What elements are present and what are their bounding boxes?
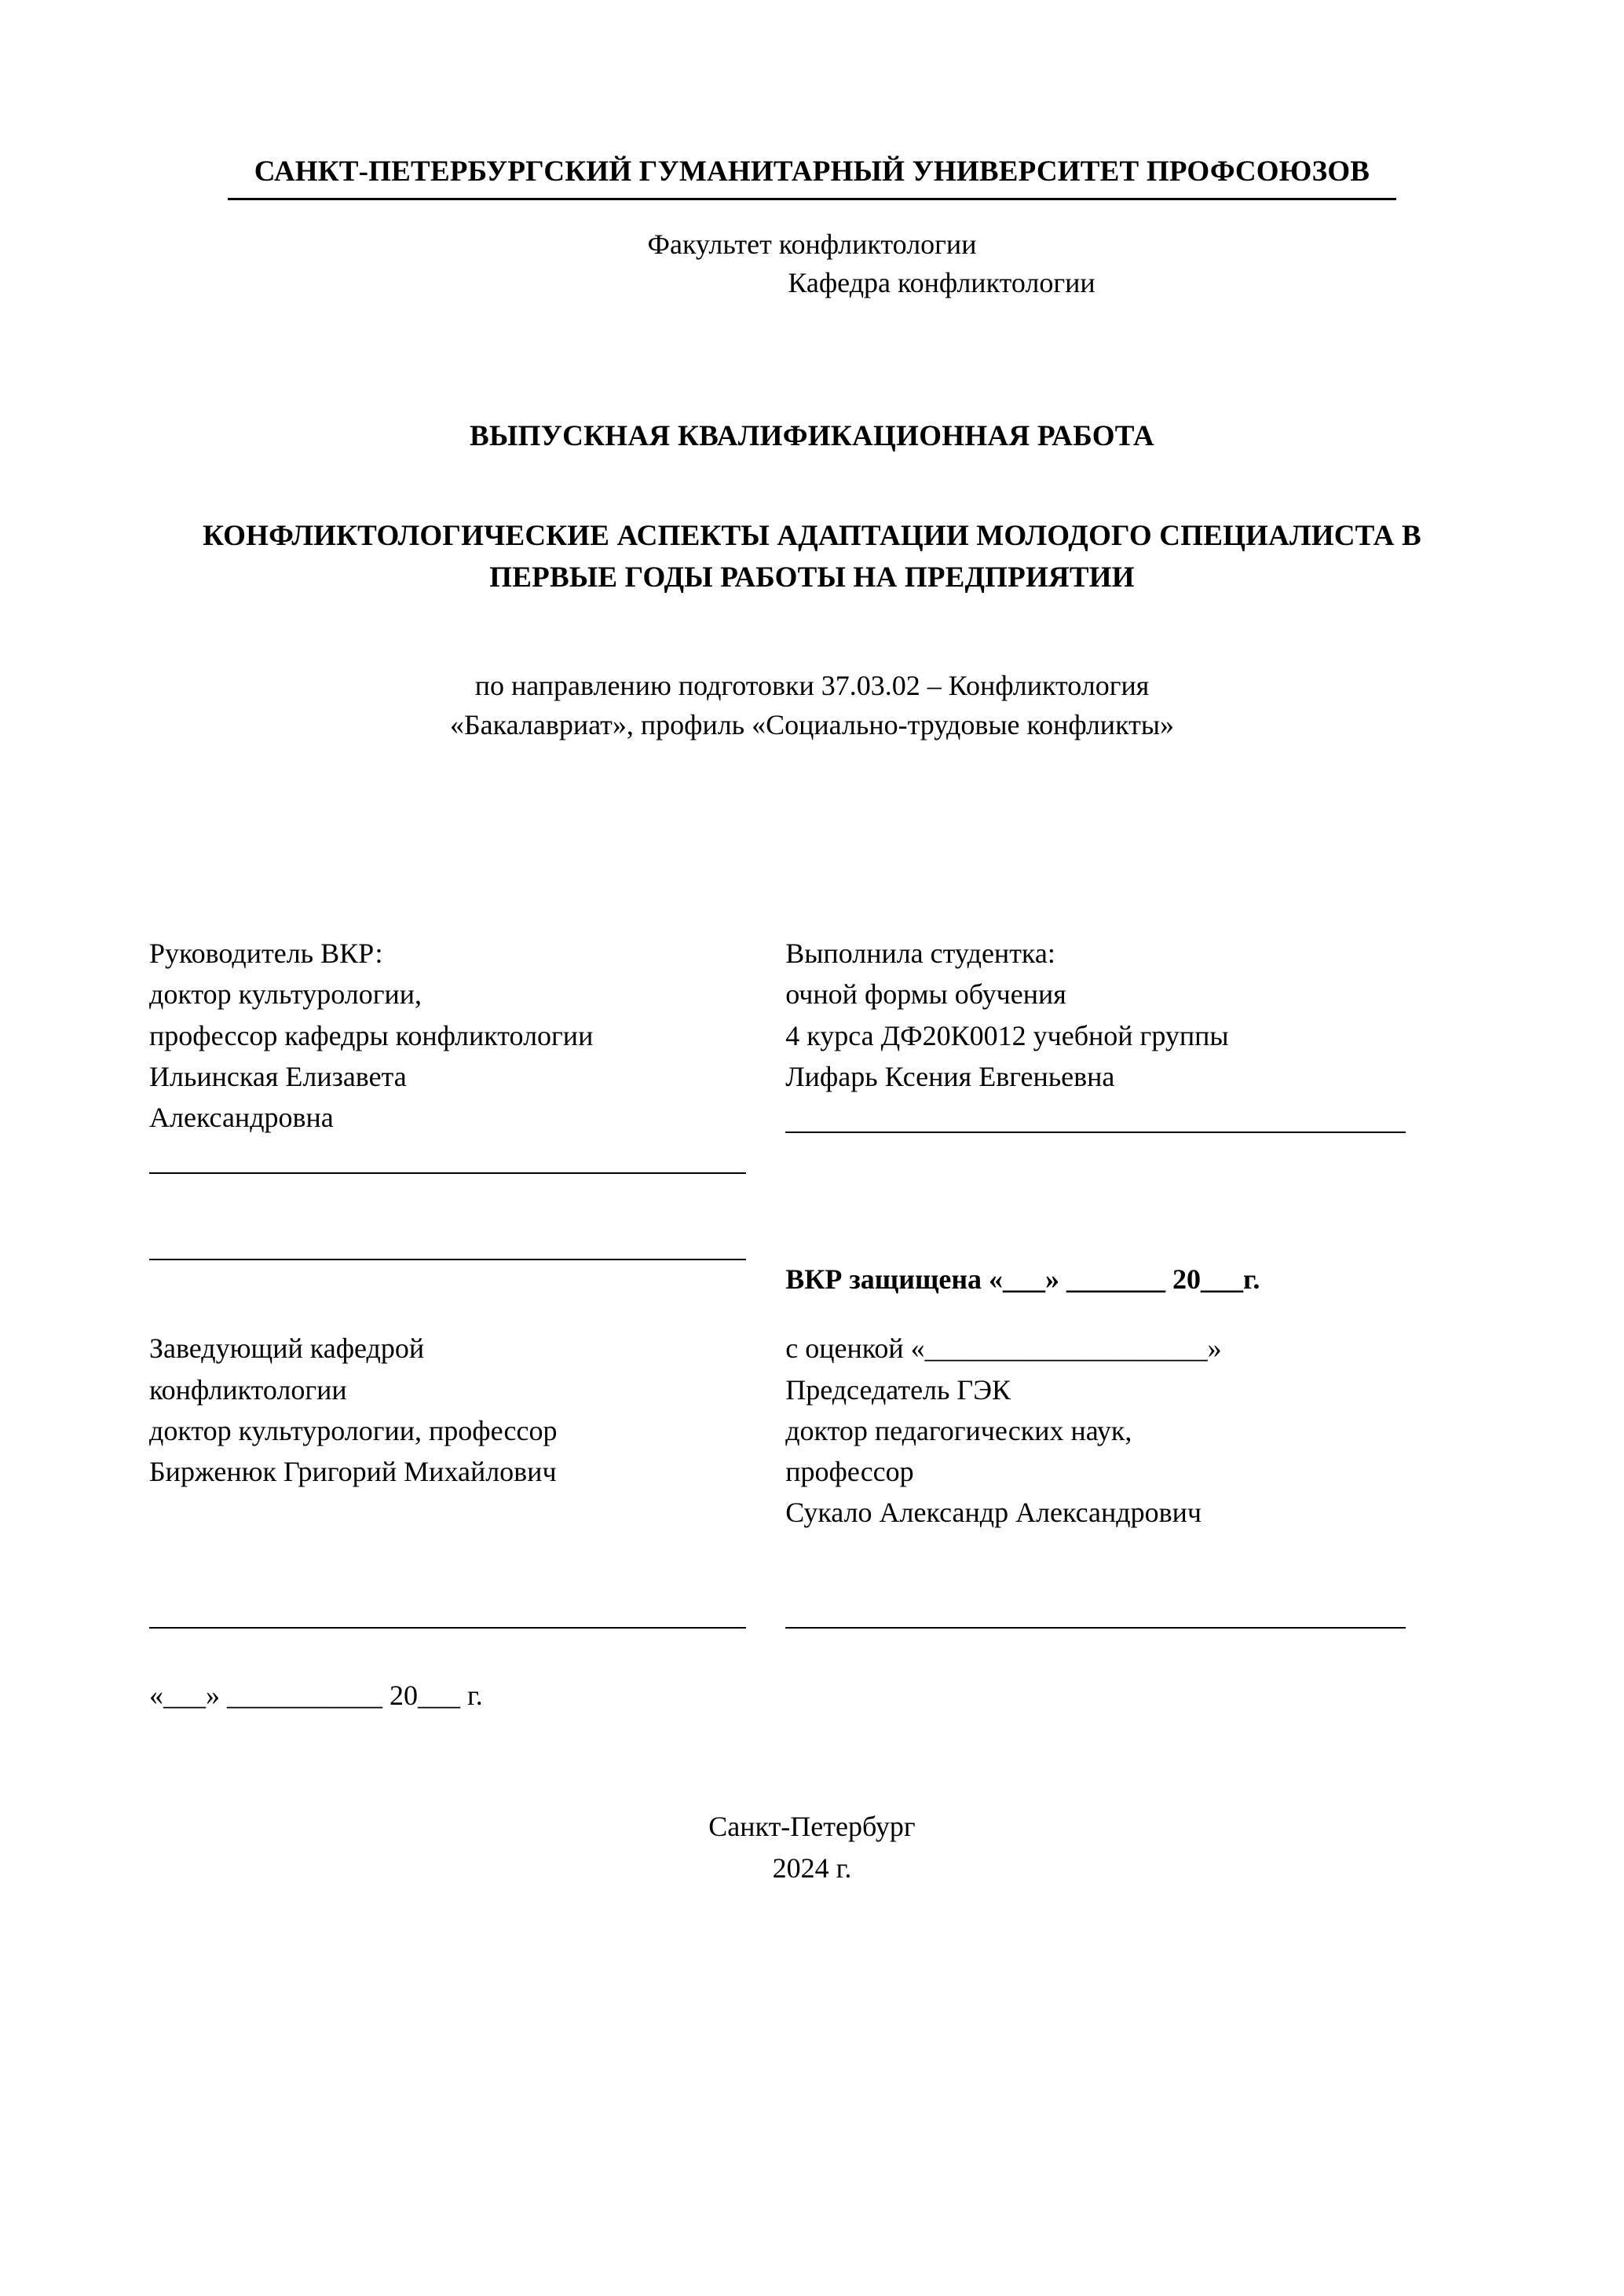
program-profile: «Бакалавриат», профиль «Социально-трудовые конфликты»: [449, 708, 1175, 740]
chairman-line-4: Сукало Александр Александрович: [785, 1497, 1202, 1529]
head-final-signature-line: [149, 1627, 746, 1629]
signature-area: [149, 933, 1475, 1712]
final-date-line: «___» ___________ 20___ г.: [149, 1680, 483, 1712]
chairman-final-signature-line: [785, 1627, 1406, 1629]
head-line-1: Заведующий кафедрой: [149, 1333, 425, 1365]
final-right-block: [785, 1627, 1475, 1712]
student-form: очной формы обучения: [785, 978, 1066, 1011]
chairman-line-1: Председатель ГЭК: [785, 1373, 1011, 1406]
program-direction: по направлению подготовки 37.03.02 – Конфликтология: [474, 669, 1150, 701]
head-line-4: Бирженюк Григорий Михайлович: [149, 1455, 557, 1487]
supervisor-block: [149, 933, 785, 1174]
supervisor-signature-line: [149, 1172, 746, 1174]
program-block: [149, 666, 1475, 745]
supervisor-student-row: [149, 933, 1475, 1174]
student-label: Выполнила студентка:: [785, 938, 1055, 970]
supervisor-degree: доктор культурологии,: [149, 978, 422, 1011]
head-of-department-block: [149, 1328, 785, 1533]
final-signature-row: [149, 1627, 1475, 1712]
defense-row: [149, 1259, 1475, 1300]
chairman-block: [785, 1328, 1475, 1533]
head-signature-line: [149, 1259, 746, 1260]
department-name: Кафедра конфликтологии: [788, 266, 1095, 298]
page-title: КОНФЛИКТОЛОГИЧЕСКИЕ АСПЕКТЫ АДАПТАЦИИ МОЛОДОГО СПЕЦИАЛИСТА В ПЕРВЫЕ ГОДЫ РАБОТЫ НА ПРЕДПРИЯТИИ: [203, 520, 1421, 594]
faculty-name: Факультет конфликтологии: [647, 229, 977, 261]
defense-block: [785, 1259, 1475, 1300]
student-group: 4 курса ДФ20К0012 учебной группы: [785, 1019, 1229, 1051]
supervisor-label: Руководитель ВКР:: [149, 938, 383, 970]
document-type: ВЫПУСКНАЯ КВАЛИФИКАЦИОННАЯ РАБОТА: [470, 420, 1154, 453]
student-name: Лифарь Ксения Евгеньевна: [785, 1060, 1115, 1092]
year: 2024 г.: [772, 1852, 852, 1884]
student-signature-line: [785, 1132, 1406, 1133]
head-line-2: конфликтологии: [149, 1373, 347, 1406]
faculty-block: [149, 225, 1475, 302]
final-left-block: [149, 1627, 785, 1712]
chairman-line-3: профессор: [785, 1455, 914, 1487]
head-line-3: доктор культурологии, профессор: [149, 1414, 558, 1446]
city: Санкт-Петербург: [708, 1811, 916, 1843]
footer-block: [149, 1806, 1475, 1888]
supervisor-position: профессор кафедры конфликтологии: [149, 1019, 594, 1051]
defense-date-text: ВКР защищена «___» _______ 20___г.: [785, 1263, 1260, 1296]
head-chairman-row: [149, 1328, 1475, 1533]
supervisor-name-line2: Александровна: [149, 1102, 334, 1134]
student-block: [785, 933, 1475, 1174]
head-signature-block: [149, 1259, 785, 1300]
chairman-line-2: доктор педагогических наук,: [785, 1414, 1132, 1446]
grade-line: с оценкой «____________________»: [785, 1333, 1222, 1365]
supervisor-name-line1: Ильинская Елизавета: [149, 1060, 407, 1092]
university-name: САНКТ-ПЕТЕРБУРГСКИЙ ГУМАНИТАРНЫЙ УНИВЕРСИТЕТ ПРОФСОЮЗОВ: [228, 154, 1396, 200]
